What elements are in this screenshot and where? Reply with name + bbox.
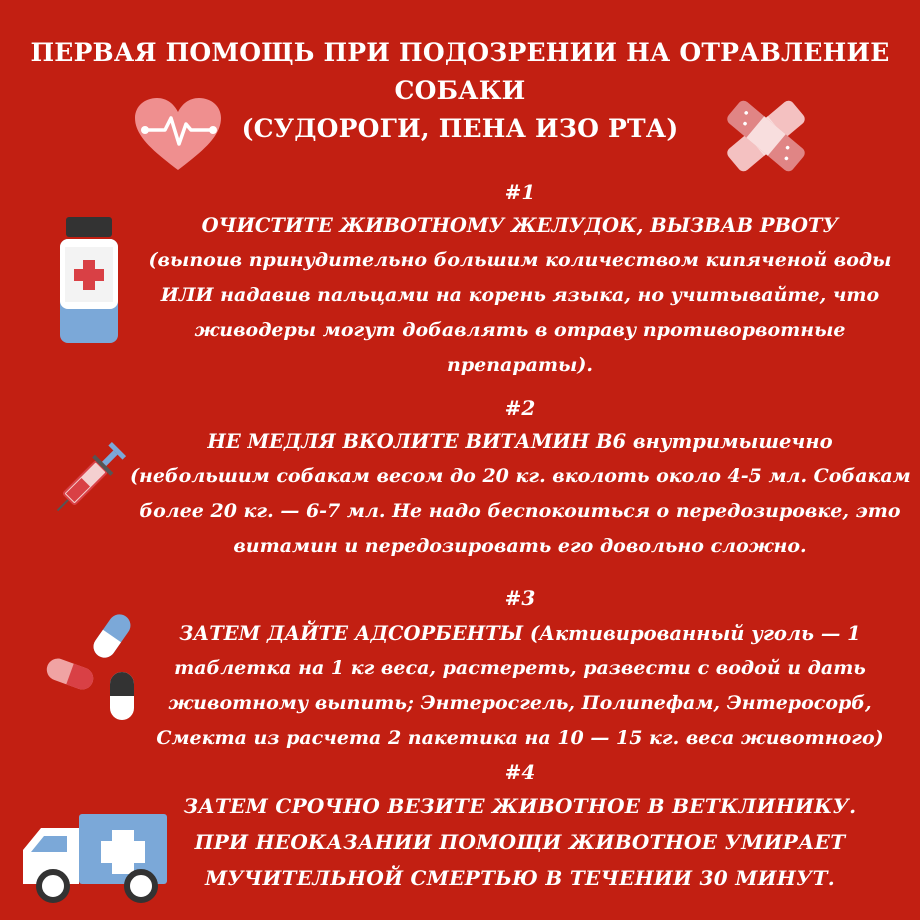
step-1-line: живодеры могут добавлять в отраву противорвотные: [194, 319, 846, 341]
step-1-text: [130, 208, 910, 383]
step-2-line: витамин и передозировать его довольно сложно.: [233, 535, 807, 557]
bandage-icon: [724, 96, 808, 176]
step-3-line: ЗАТЕМ ДАЙТЕ АДСОРБЕНТЫ (Активированный уголь — 1: [179, 622, 861, 645]
step-2-line: НЕ МЕДЛЯ ВКОЛИТЕ ВИТАМИН В6 внутримышечно: [207, 430, 833, 453]
step-2-text: [130, 424, 910, 564]
step-4-number: #4: [504, 760, 536, 784]
title-line-1: ПЕРВАЯ ПОМОЩЬ ПРИ ПОДОЗРЕНИИ НА ОТРАВЛЕНИЕ: [30, 38, 890, 67]
step-1-line: ОЧИСТИТЕ ЖИВОТНОМУ ЖЕЛУДОК, ВЫЗВАВ РВОТУ: [201, 214, 839, 237]
step-3-line: животному выпить; Энтеросгель, Полипефам, Энтеросорб,: [168, 692, 872, 714]
title-line-3: (СУДОРОГИ, ПЕНА ИЗО РТА): [241, 114, 679, 143]
step-4-line: ЗАТЕМ СРОЧНО ВЕЗИТЕ ЖИВОТНОЕ В ВЕТКЛИНИКУ.: [183, 794, 857, 818]
step-4-line: ПРИ НЕОКАЗАНИИ ПОМОЩИ ЖИВОТНОЕ УМИРАЕТ: [194, 830, 846, 854]
step-4-line: МУЧИТЕЛЬНОЙ СМЕРТЬЮ В ТЕЧЕНИИ 30 МИНУТ.: [204, 866, 836, 890]
syringe-icon: [50, 440, 130, 516]
step-4-text: [130, 788, 910, 896]
step-2-number: #2: [504, 396, 536, 420]
heart-pulse-icon: [133, 96, 223, 172]
title-line-2: СОБАКИ: [394, 76, 526, 105]
step-3-text: [130, 616, 910, 756]
step-3-number: #3: [504, 586, 536, 610]
step-2-line: более 20 кг. — 6-7 мл. Не надо беспокоиться о передозировке, это: [139, 500, 901, 522]
step-3-line: Смекта из расчета 2 пакетика на 10 — 15 кг. веса животного): [156, 727, 884, 749]
step-2-line: (небольшим собакам весом до 20 кг. вколоть около 4-5 мл. Собакам: [130, 465, 911, 487]
step-3-line: таблетка на 1 кг веса, растереть, развести с водой и дать: [174, 657, 866, 679]
step-1-number: #1: [504, 180, 536, 204]
step-1-line: препараты).: [447, 354, 593, 376]
medicine-bottle-icon: [54, 215, 124, 345]
step-1-line: ИЛИ надавив пальцами на корень языка, но учитывайте, что: [160, 284, 880, 306]
step-1-line: (выпоив принудительно большим количеством кипяченой воды: [148, 249, 892, 271]
